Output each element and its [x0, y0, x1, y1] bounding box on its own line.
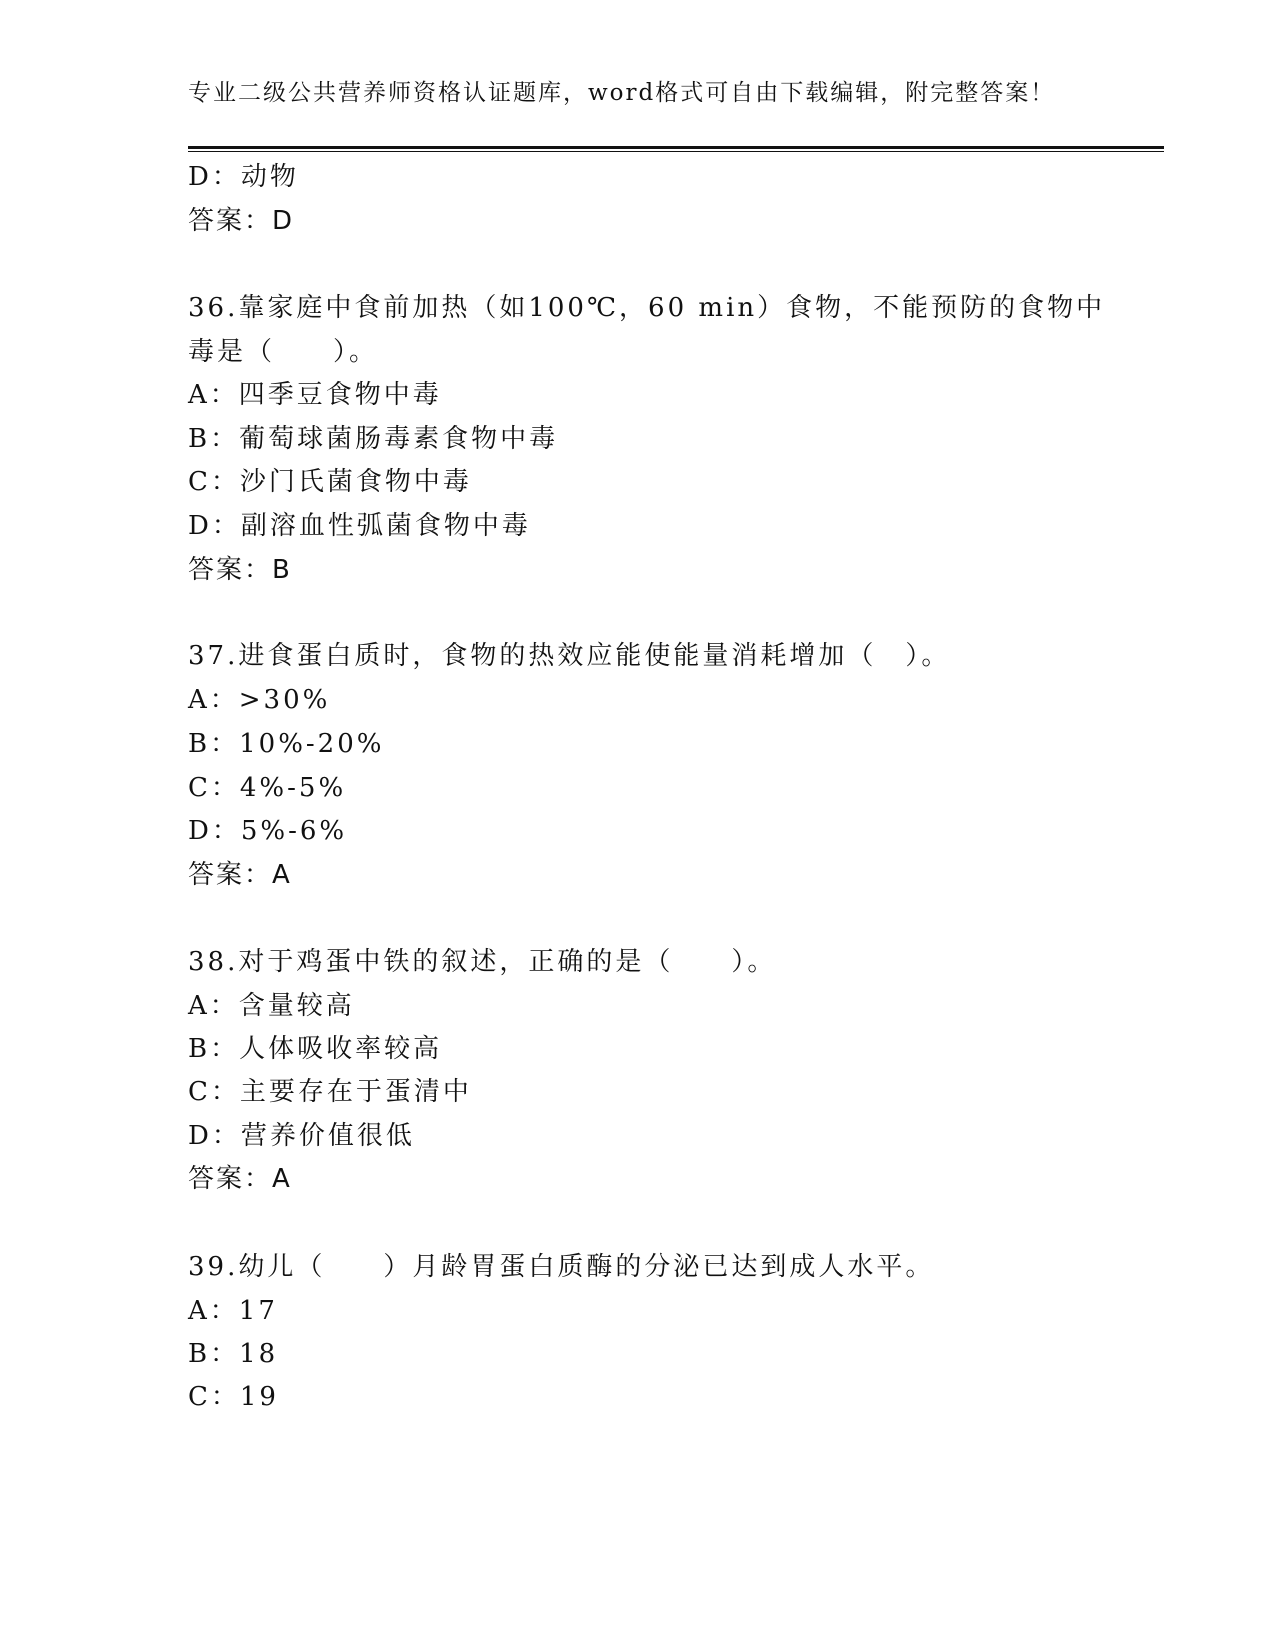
- prev-answer: 答案：D: [188, 206, 295, 236]
- q37-option-b: B：10%-20%: [188, 729, 385, 759]
- q36-stem-line2: 毒是（ ）。: [188, 337, 379, 367]
- q37-answer: 答案：A: [188, 860, 292, 890]
- q39-option-c: C：19: [188, 1382, 279, 1412]
- header-rule: [188, 146, 1164, 149]
- q36-option-c: C：沙门氏菌食物中毒: [188, 467, 472, 497]
- q39-option-a: A：17: [188, 1296, 278, 1326]
- q38-option-d: D：营养价值很低: [188, 1121, 415, 1151]
- q37-stem-line1: 37.进食蛋白质时，食物的热效应能使能量消耗增加（ ）。: [188, 641, 951, 671]
- q38-stem-line1: 38.对于鸡蛋中铁的叙述，正确的是（ ）。: [188, 947, 777, 977]
- q39-stem-line1: 39.幼儿（ ）月龄胃蛋白质酶的分泌已达到成人水平。: [188, 1252, 935, 1282]
- q38-option-c: C：主要存在于蛋清中: [188, 1077, 472, 1107]
- q36-option-b: B：葡萄球菌肠毒素食物中毒: [188, 424, 559, 454]
- q36-stem-line1: 36.靠家庭中食前加热（如100℃，60 min）食物，不能预防的食物中: [188, 293, 1106, 323]
- q39-option-b: B：18: [188, 1339, 279, 1369]
- q38-option-b: B：人体吸收率较高: [188, 1034, 443, 1064]
- page-header: 专业二级公共营养师资格认证题库，word格式可自由下载编辑，附完整答案！: [188, 80, 1056, 106]
- q37-option-a: A：>30%: [188, 685, 331, 715]
- prev-option-d: D：动物: [188, 162, 299, 192]
- q37-option-d: D：5%-6%: [188, 816, 348, 846]
- header-rule-thin: [188, 151, 1164, 152]
- q36-answer: 答案：B: [188, 555, 292, 585]
- q38-answer: 答案：A: [188, 1164, 292, 1194]
- q36-option-d: D：副溶血性弧菌食物中毒: [188, 511, 531, 541]
- q36-option-a: A：四季豆食物中毒: [188, 380, 442, 410]
- q37-option-c: C：4%-5%: [188, 773, 347, 803]
- q38-option-a: A：含量较高: [188, 991, 355, 1021]
